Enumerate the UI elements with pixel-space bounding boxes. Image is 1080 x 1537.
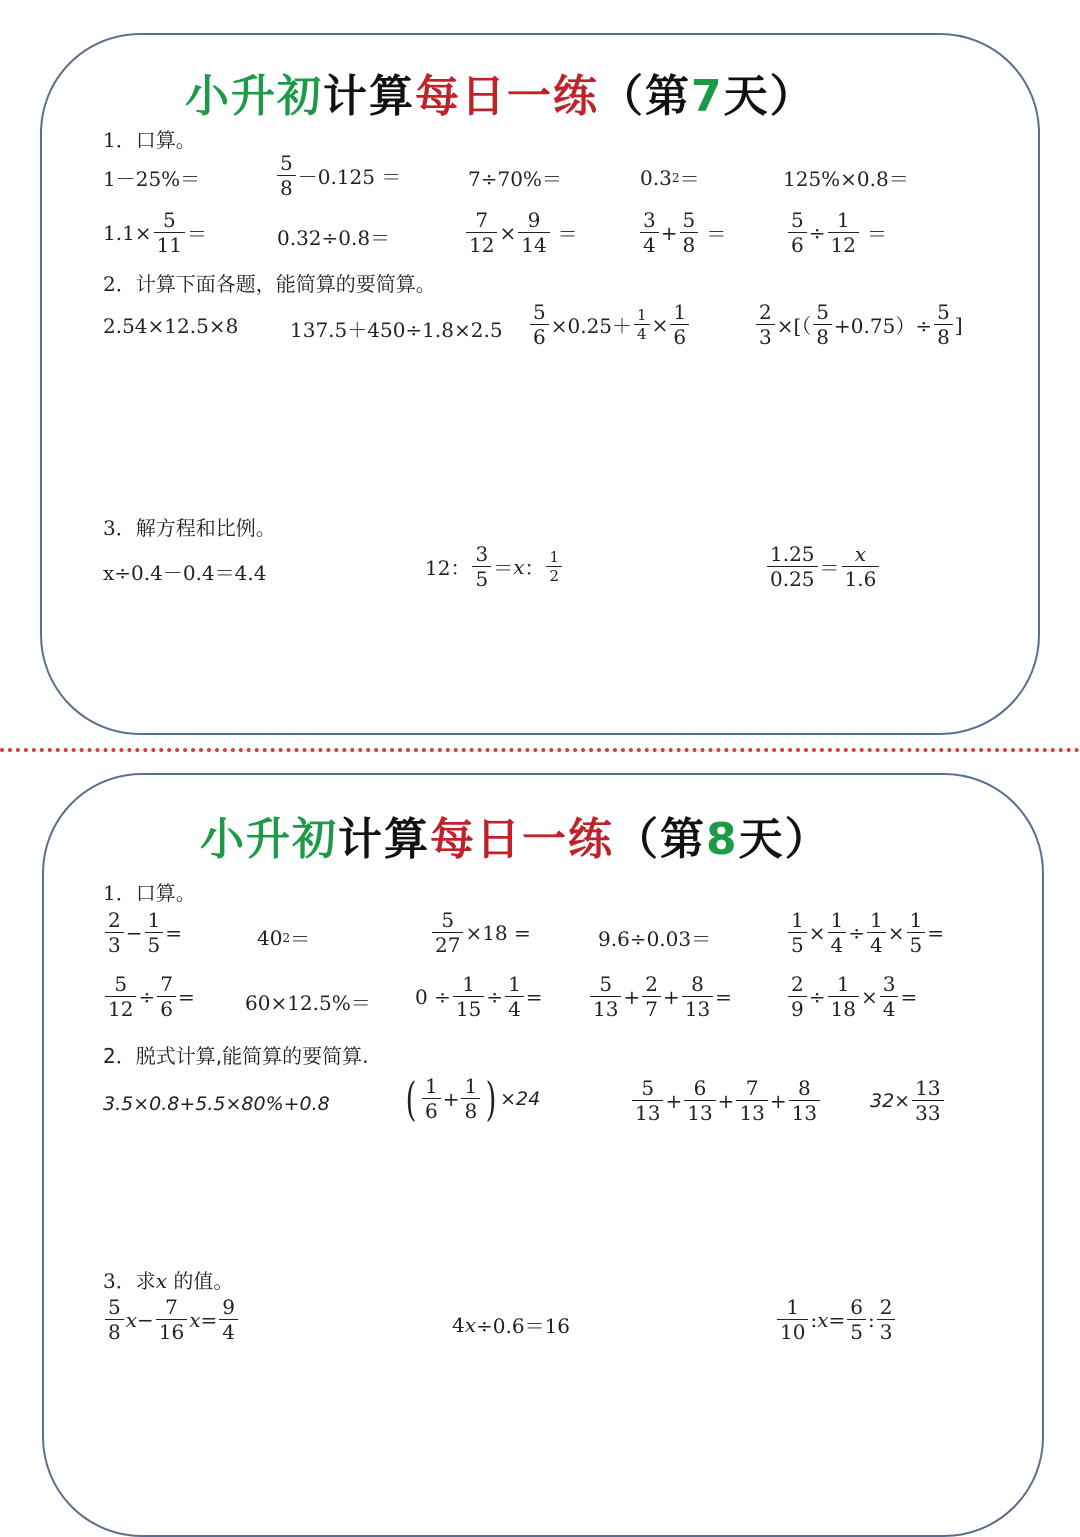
den: 16 <box>156 1319 187 1344</box>
fraction <box>777 1295 808 1344</box>
den: 8 <box>105 1319 124 1344</box>
num: 3 <box>882 972 896 996</box>
problem <box>290 314 503 343</box>
expr: ＝ <box>679 167 700 191</box>
problem <box>103 557 266 586</box>
den: 13 <box>789 1100 820 1125</box>
day8-section1-heading: 1．口算。 <box>103 881 196 905</box>
den: 6 <box>670 324 689 349</box>
expr: ： <box>524 556 545 580</box>
problem <box>786 208 887 257</box>
problem <box>775 1295 897 1344</box>
problem <box>638 208 726 257</box>
expr: = <box>177 984 195 1009</box>
num: 1 <box>786 1295 800 1319</box>
day8-title <box>200 803 831 867</box>
fraction <box>530 300 549 349</box>
expr: 40 <box>257 925 283 950</box>
num: 9 <box>222 1295 236 1319</box>
expr: ＝ <box>706 222 727 246</box>
operator: × <box>499 220 517 245</box>
num: 1 <box>909 908 923 932</box>
fraction <box>634 306 650 343</box>
den: 13 <box>684 1100 715 1125</box>
num: 5 <box>937 300 950 324</box>
operator: + <box>662 984 680 1009</box>
fraction <box>907 908 926 957</box>
fraction <box>682 972 713 1021</box>
num: 8 <box>691 972 704 996</box>
fraction <box>277 151 296 200</box>
operator: + <box>769 1088 787 1113</box>
num: 2 <box>645 972 658 996</box>
num: 6 <box>693 1076 707 1100</box>
day7-section2-heading: 2．计算下面各题，能简算的要简算。 <box>103 272 436 296</box>
operator: : <box>867 1307 875 1332</box>
paren: ) <box>485 1071 497 1126</box>
den: 0.25 <box>767 566 818 591</box>
den: 8 <box>934 324 953 349</box>
den: 12 <box>828 232 859 257</box>
fraction <box>736 1076 767 1125</box>
num: 1 <box>637 306 647 324</box>
num: 13 <box>915 1076 941 1100</box>
den: 3 <box>877 1319 896 1344</box>
num: 7 <box>475 208 489 232</box>
fraction <box>472 542 491 591</box>
den: 6 <box>530 324 549 349</box>
num: 5 <box>641 1076 655 1100</box>
den: 13 <box>590 996 621 1021</box>
paren: ( <box>405 1071 417 1126</box>
problem <box>640 163 699 192</box>
heading-text: 3．求 <box>103 1269 156 1293</box>
expr: ×[（ <box>776 314 812 338</box>
title-day-number: 8 <box>706 814 739 865</box>
fraction <box>934 300 953 349</box>
title-part: （第 <box>599 71 691 122</box>
expr: = <box>165 920 182 945</box>
num: 3 <box>475 542 489 566</box>
den: 2 <box>546 566 562 585</box>
operator: × <box>887 920 905 945</box>
num: 1 <box>830 908 844 932</box>
den: 4 <box>640 232 659 257</box>
operator: − <box>137 1307 154 1332</box>
expr: 4 <box>452 1312 465 1337</box>
fraction <box>789 1076 820 1125</box>
num: 8 <box>798 1076 811 1100</box>
fraction <box>680 208 699 257</box>
operator: + <box>660 220 678 245</box>
expr: 1－25%＝ <box>103 167 201 191</box>
num: 5 <box>791 208 804 232</box>
problem <box>786 972 917 1021</box>
problem <box>870 1076 946 1125</box>
num: 5 <box>280 151 293 175</box>
problem <box>103 972 195 1021</box>
den: 5 <box>145 932 164 957</box>
title-part: 计算 <box>323 71 415 122</box>
day8-section3-heading <box>103 1265 233 1294</box>
operator: + <box>717 1088 735 1113</box>
variable: x <box>464 1312 477 1337</box>
den: 10 <box>777 1319 808 1344</box>
fraction <box>157 972 176 1021</box>
problem <box>103 208 207 257</box>
num: 2 <box>791 972 804 996</box>
title-part: 天） <box>738 814 831 865</box>
day7-title <box>185 60 816 124</box>
fraction <box>912 1076 943 1125</box>
expr: 12： <box>425 556 471 580</box>
heading-text: 的值。 <box>167 1269 234 1293</box>
expr: ×0.25＋ <box>550 314 633 338</box>
fraction <box>461 1074 480 1123</box>
expr: 1.1× <box>103 220 152 245</box>
fraction <box>105 972 136 1021</box>
den: 27 <box>432 932 463 957</box>
num: 5 <box>108 1295 121 1319</box>
expr: 137.5＋450÷1.8×2.5 <box>290 318 503 342</box>
fraction <box>756 300 775 349</box>
den: 5 <box>907 932 926 957</box>
variable: x <box>513 554 525 579</box>
expr: ＝ <box>187 222 208 246</box>
problem <box>588 972 732 1021</box>
expr: ×18 = <box>465 920 531 945</box>
num: 7 <box>160 972 173 996</box>
fraction <box>422 1074 441 1123</box>
fraction <box>156 1295 187 1344</box>
day7-section3-heading: 3．解方程和比例。 <box>103 516 276 540</box>
expr: 9.6÷0.03＝ <box>598 927 712 951</box>
fraction <box>867 908 886 957</box>
num: 6 <box>850 1295 863 1319</box>
fraction <box>813 300 832 349</box>
fraction <box>590 972 621 1021</box>
expr: 60×12.5%＝ <box>245 991 371 1015</box>
problem <box>765 542 881 591</box>
title-part: 小升初 <box>200 814 338 865</box>
den: 13 <box>632 1100 663 1125</box>
expr: 125%×0.8＝ <box>783 167 909 191</box>
expr: = <box>900 984 918 1009</box>
day8-section2-heading: 2．脱式计算,能简算的要简算. <box>103 1044 369 1068</box>
fraction <box>640 208 659 257</box>
expr: ＝ <box>493 556 514 580</box>
den: 6 <box>788 232 807 257</box>
fraction <box>154 208 185 257</box>
problem <box>103 163 200 192</box>
num: 1 <box>836 208 850 232</box>
expr: ＝ <box>819 556 840 580</box>
den: 13 <box>682 996 713 1021</box>
num: 7 <box>165 1295 178 1319</box>
den: 1.6 <box>842 566 880 591</box>
expr: 3.5×0.8+5.5×80%+0.8 <box>103 1093 330 1115</box>
num: 3 <box>643 208 656 232</box>
den: 8 <box>680 232 699 257</box>
fraction <box>847 1295 866 1344</box>
den: 4 <box>634 324 650 343</box>
title-day-number: 7 <box>691 71 724 122</box>
num: 5 <box>682 208 696 232</box>
den: 4 <box>880 996 899 1021</box>
problem <box>528 300 691 349</box>
fraction <box>219 1295 238 1344</box>
num: 5 <box>816 300 830 324</box>
fraction <box>505 972 524 1021</box>
den: 8 <box>277 175 296 200</box>
operator: × <box>808 920 826 945</box>
fraction <box>684 1076 715 1125</box>
expr: ×24 <box>500 1087 541 1110</box>
den: 6 <box>157 996 176 1021</box>
fraction <box>466 208 497 257</box>
fraction <box>145 908 164 957</box>
fraction <box>788 208 807 257</box>
den: 12 <box>105 996 136 1021</box>
fraction <box>432 908 463 957</box>
fraction <box>828 972 859 1021</box>
expr: 32× <box>870 1089 911 1112</box>
operator: ÷ <box>486 984 504 1009</box>
num: 9 <box>527 208 541 232</box>
expr: 0.3 <box>640 165 672 190</box>
fraction <box>828 208 859 257</box>
fraction <box>632 1076 663 1125</box>
title-part: （第 <box>614 814 706 865</box>
problem <box>452 1310 570 1339</box>
fraction <box>828 908 847 957</box>
num: 1 <box>462 972 475 996</box>
den: 6 <box>422 1098 441 1123</box>
den: 13 <box>736 1100 767 1125</box>
expr: ] <box>954 312 963 337</box>
problem <box>103 314 238 338</box>
den: 3 <box>756 324 775 349</box>
den: 11 <box>154 232 185 257</box>
problem <box>464 208 578 257</box>
problem <box>103 1295 240 1344</box>
fraction <box>105 1295 124 1344</box>
title-part: 小升初 <box>185 71 323 122</box>
den: 3 <box>105 932 124 957</box>
operator: + <box>665 1088 683 1113</box>
operator: ÷ <box>808 984 826 1009</box>
fraction <box>767 542 818 591</box>
fraction <box>642 972 661 1021</box>
den: 18 <box>828 996 859 1021</box>
problem <box>275 151 401 200</box>
den: 8 <box>813 324 832 349</box>
problem <box>103 908 182 957</box>
expr: x÷0.4－0.4＝4.4 <box>103 561 267 585</box>
problem <box>257 923 310 952</box>
fraction <box>546 548 562 585</box>
num: 5 <box>599 972 613 996</box>
den: 5 <box>788 932 807 957</box>
num: 1 <box>147 908 161 932</box>
den: 7 <box>642 996 661 1021</box>
den: 5 <box>847 1319 866 1344</box>
num: 2 <box>108 908 121 932</box>
expr: ＝ <box>866 222 887 246</box>
variable: x <box>189 1307 201 1332</box>
num: 2 <box>879 1295 893 1319</box>
title-part: 计算 <box>338 814 430 865</box>
title-part: 每日一练 <box>415 71 599 122</box>
num: 5 <box>162 208 176 232</box>
num: 5 <box>533 300 546 324</box>
expr: = <box>525 984 543 1009</box>
den: 14 <box>518 232 549 257</box>
expr: 2.54×12.5×8 <box>103 314 239 338</box>
num: 5 <box>114 972 128 996</box>
problem <box>277 222 390 251</box>
operator: ÷ <box>138 984 156 1009</box>
operator: × <box>860 984 878 1009</box>
num: 1 <box>836 972 850 996</box>
fraction <box>105 908 124 957</box>
num: 1.25 <box>770 542 815 566</box>
expr: －0.125 ＝ <box>297 165 402 189</box>
den: 4 <box>867 932 886 957</box>
problem <box>468 163 562 192</box>
num: 1 <box>791 908 804 932</box>
fraction <box>788 972 807 1021</box>
problem <box>786 908 944 957</box>
expr: = <box>715 984 732 1009</box>
exponent: 2 <box>282 930 291 945</box>
operator: ÷ <box>848 920 865 945</box>
expr: ＝ <box>557 222 578 246</box>
problem <box>783 163 909 192</box>
problem <box>402 1071 541 1126</box>
variable: x <box>125 1307 138 1332</box>
problem <box>598 923 711 952</box>
operator: = <box>828 1307 846 1332</box>
expr: ＝ <box>290 927 311 951</box>
den: 5 <box>472 566 491 591</box>
exponent: 2 <box>671 170 680 185</box>
num: 1 <box>673 300 687 324</box>
problem <box>754 300 963 349</box>
operator: ÷ <box>808 220 826 245</box>
problem <box>245 987 371 1016</box>
expr: = <box>927 920 944 945</box>
operator: × <box>651 312 669 337</box>
num: 1 <box>508 972 521 996</box>
fraction <box>788 908 807 957</box>
operator: : <box>810 1307 818 1332</box>
operator: − <box>125 920 143 945</box>
variable: x <box>155 1269 168 1293</box>
fraction <box>880 972 899 1021</box>
dotted-divider <box>0 748 1080 752</box>
num: 7 <box>745 1076 759 1100</box>
num: 1 <box>424 1074 438 1098</box>
problem <box>430 908 531 957</box>
den: 4 <box>505 996 524 1021</box>
fraction <box>842 542 880 591</box>
fraction <box>453 972 484 1021</box>
expr: 0 ÷ <box>415 984 451 1009</box>
fraction <box>518 208 549 257</box>
den: 9 <box>788 996 807 1021</box>
operator: + <box>442 1086 460 1111</box>
den: 4 <box>219 1319 238 1344</box>
den: 12 <box>466 232 497 257</box>
problem <box>425 542 564 591</box>
title-part: 每日一练 <box>430 814 614 865</box>
expr: ÷0.6＝16 <box>476 1314 571 1338</box>
fraction <box>670 300 689 349</box>
den: 4 <box>828 932 847 957</box>
den: 15 <box>453 996 484 1021</box>
expr: 0.32÷0.8＝ <box>277 226 391 250</box>
den: 33 <box>912 1100 943 1125</box>
day7-section1-heading: 1．口算。 <box>103 128 196 152</box>
expr: +0.75）÷ <box>834 314 933 338</box>
operator: + <box>623 984 641 1009</box>
problem <box>103 1093 330 1115</box>
problem <box>630 1076 822 1125</box>
num: 1 <box>549 548 560 566</box>
den: 8 <box>461 1098 480 1123</box>
num: 1 <box>870 908 883 932</box>
num: x <box>854 542 867 566</box>
num: 1 <box>464 1074 478 1098</box>
title-part: 天） <box>723 71 816 122</box>
variable: x <box>817 1307 829 1332</box>
fraction <box>877 1295 896 1344</box>
num: 2 <box>759 300 772 324</box>
expr: 7÷70%＝ <box>468 167 562 191</box>
problem <box>415 972 543 1021</box>
num: 5 <box>441 908 455 932</box>
operator: = <box>200 1307 218 1332</box>
